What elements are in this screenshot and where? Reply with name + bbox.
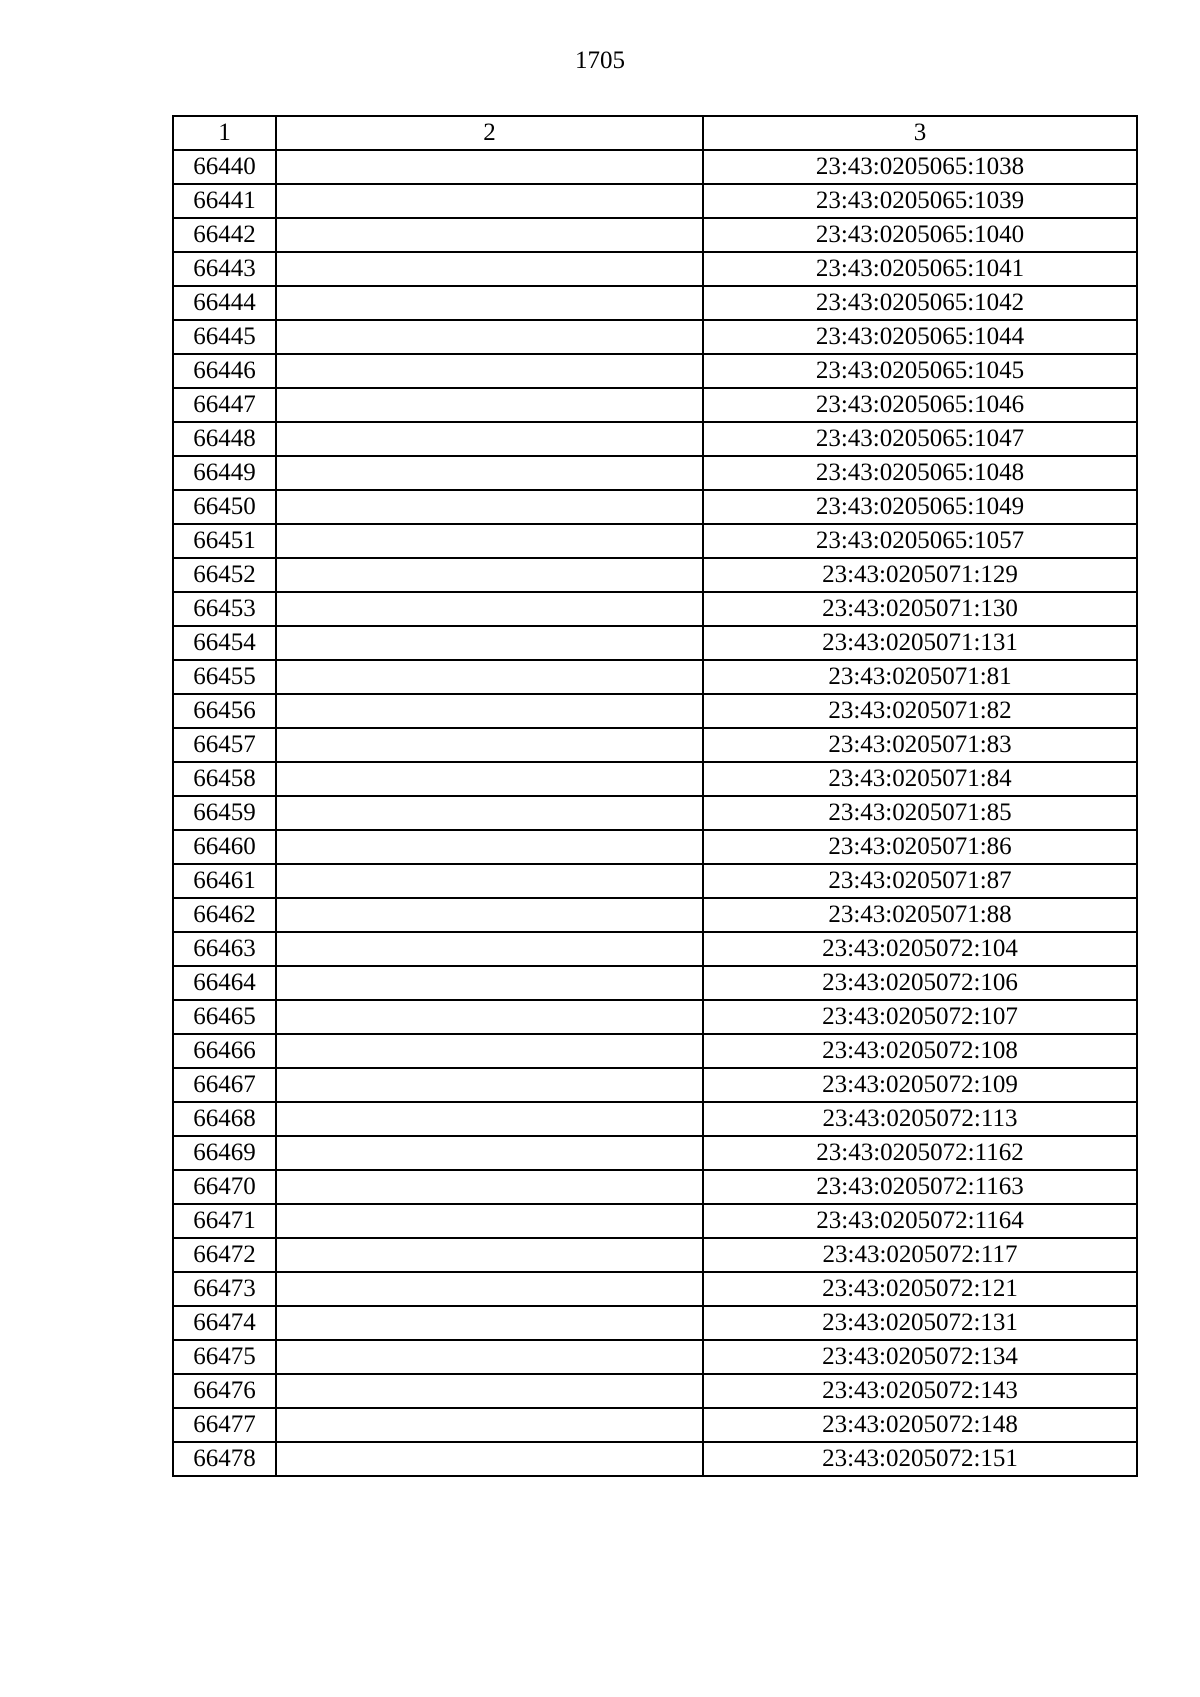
table-row	[173, 864, 1137, 898]
row-number-cell: 66458	[173, 762, 276, 796]
row-number-cell: 66468	[173, 1102, 276, 1136]
cadastral-number-cell: 23:43:0205072:117	[703, 1238, 1137, 1272]
row-name-cell	[276, 864, 703, 898]
cadastral-number-cell: 23:43:0205065:1042	[703, 286, 1137, 320]
row-name-cell	[276, 1068, 703, 1102]
row-name-cell	[276, 1034, 703, 1068]
row-name-cell	[276, 966, 703, 1000]
table-row	[173, 660, 1137, 694]
row-number-cell: 66441	[173, 184, 276, 218]
row-name-cell	[276, 422, 703, 456]
row-name-cell	[276, 558, 703, 592]
table-row	[173, 592, 1137, 626]
table-row	[173, 150, 1137, 184]
table-row	[173, 320, 1137, 354]
table-row	[173, 1068, 1137, 1102]
row-name-cell	[276, 150, 703, 184]
row-number-cell: 66469	[173, 1136, 276, 1170]
table-row	[173, 1238, 1137, 1272]
cadastral-number-cell: 23:43:0205072:104	[703, 932, 1137, 966]
header-cell-3: 3	[703, 116, 1137, 150]
cadastral-number-cell: 23:43:0205072:1163	[703, 1170, 1137, 1204]
table-row	[173, 762, 1137, 796]
cadastral-number-cell: 23:43:0205071:82	[703, 694, 1137, 728]
header-cell-1: 1	[173, 116, 276, 150]
row-number-cell: 66477	[173, 1408, 276, 1442]
table-row	[173, 388, 1137, 422]
cadastral-number-cell: 23:43:0205072:151	[703, 1442, 1137, 1476]
row-name-cell	[276, 660, 703, 694]
table-row	[173, 286, 1137, 320]
table-row	[173, 1408, 1137, 1442]
row-name-cell	[276, 932, 703, 966]
row-number-cell: 66447	[173, 388, 276, 422]
table-row	[173, 1442, 1137, 1476]
row-name-cell	[276, 1306, 703, 1340]
table-row	[173, 558, 1137, 592]
cadastral-number-cell: 23:43:0205065:1047	[703, 422, 1137, 456]
cadastral-number-cell: 23:43:0205072:106	[703, 966, 1137, 1000]
row-name-cell	[276, 762, 703, 796]
row-name-cell	[276, 626, 703, 660]
cadastral-number-cell: 23:43:0205065:1041	[703, 252, 1137, 286]
row-name-cell	[276, 796, 703, 830]
cadastral-number-cell: 23:43:0205071:88	[703, 898, 1137, 932]
row-name-cell	[276, 830, 703, 864]
table-row	[173, 524, 1137, 558]
row-name-cell	[276, 1272, 703, 1306]
row-name-cell	[276, 286, 703, 320]
row-name-cell	[276, 1442, 703, 1476]
table-row	[173, 1170, 1137, 1204]
cadastral-number-cell: 23:43:0205071:131	[703, 626, 1137, 660]
row-number-cell: 66451	[173, 524, 276, 558]
row-number-cell: 66474	[173, 1306, 276, 1340]
table-row	[173, 1340, 1137, 1374]
row-number-cell: 66460	[173, 830, 276, 864]
row-name-cell	[276, 490, 703, 524]
row-number-cell: 66467	[173, 1068, 276, 1102]
row-number-cell: 66440	[173, 150, 276, 184]
table-row	[173, 1306, 1137, 1340]
row-name-cell	[276, 1340, 703, 1374]
row-name-cell	[276, 1102, 703, 1136]
cadastral-number-cell: 23:43:0205072:148	[703, 1408, 1137, 1442]
table-row	[173, 218, 1137, 252]
header-row	[173, 116, 1137, 150]
table-row	[173, 184, 1137, 218]
cadastral-number-cell: 23:43:0205071:83	[703, 728, 1137, 762]
table-row	[173, 1102, 1137, 1136]
row-number-cell: 66454	[173, 626, 276, 660]
table-row	[173, 932, 1137, 966]
cadastral-number-cell: 23:43:0205072:134	[703, 1340, 1137, 1374]
table-row	[173, 1272, 1137, 1306]
row-number-cell: 66452	[173, 558, 276, 592]
cadastral-number-cell: 23:43:0205065:1057	[703, 524, 1137, 558]
cadastral-number-cell: 23:43:0205072:121	[703, 1272, 1137, 1306]
row-name-cell	[276, 388, 703, 422]
row-number-cell: 66448	[173, 422, 276, 456]
cadastral-number-cell: 23:43:0205071:84	[703, 762, 1137, 796]
cadastral-number-cell: 23:43:0205072:108	[703, 1034, 1137, 1068]
table-row	[173, 966, 1137, 1000]
cadastral-number-cell: 23:43:0205071:86	[703, 830, 1137, 864]
cadastral-number-cell: 23:43:0205065:1039	[703, 184, 1137, 218]
cadastral-number-cell: 23:43:0205072:143	[703, 1374, 1137, 1408]
cadastral-number-cell: 23:43:0205072:113	[703, 1102, 1137, 1136]
row-number-cell: 66459	[173, 796, 276, 830]
row-number-cell: 66472	[173, 1238, 276, 1272]
registry-table	[172, 115, 1138, 1477]
table-row	[173, 626, 1137, 660]
table-row	[173, 1204, 1137, 1238]
cadastral-number-cell: 23:43:0205071:81	[703, 660, 1137, 694]
row-number-cell: 66471	[173, 1204, 276, 1238]
row-name-cell	[276, 1238, 703, 1272]
cadastral-number-cell: 23:43:0205065:1048	[703, 456, 1137, 490]
table-row	[173, 728, 1137, 762]
table-row	[173, 456, 1137, 490]
row-name-cell	[276, 1170, 703, 1204]
row-number-cell: 66461	[173, 864, 276, 898]
row-name-cell	[276, 184, 703, 218]
cadastral-number-cell: 23:43:0205071:87	[703, 864, 1137, 898]
cadastral-number-cell: 23:43:0205065:1046	[703, 388, 1137, 422]
row-number-cell: 66449	[173, 456, 276, 490]
row-name-cell	[276, 1000, 703, 1034]
table-header	[173, 116, 1137, 150]
cadastral-number-cell: 23:43:0205065:1038	[703, 150, 1137, 184]
row-name-cell	[276, 218, 703, 252]
row-name-cell	[276, 1374, 703, 1408]
table-row	[173, 252, 1137, 286]
row-number-cell: 66470	[173, 1170, 276, 1204]
table-row	[173, 1136, 1137, 1170]
cadastral-number-cell: 23:43:0205071:130	[703, 592, 1137, 626]
row-name-cell	[276, 354, 703, 388]
row-number-cell: 66473	[173, 1272, 276, 1306]
table-row	[173, 1000, 1137, 1034]
row-number-cell: 66466	[173, 1034, 276, 1068]
row-number-cell: 66463	[173, 932, 276, 966]
cadastral-number-cell: 23:43:0205072:107	[703, 1000, 1137, 1034]
row-name-cell	[276, 1204, 703, 1238]
row-number-cell: 66476	[173, 1374, 276, 1408]
table-row	[173, 1034, 1137, 1068]
row-number-cell: 66478	[173, 1442, 276, 1476]
table-row	[173, 422, 1137, 456]
row-name-cell	[276, 898, 703, 932]
cadastral-number-cell: 23:43:0205072:131	[703, 1306, 1137, 1340]
page-number: 1705	[575, 47, 625, 74]
row-number-cell: 66456	[173, 694, 276, 728]
row-name-cell	[276, 1408, 703, 1442]
row-name-cell	[276, 592, 703, 626]
table-row	[173, 354, 1137, 388]
cadastral-number-cell: 23:43:0205072:109	[703, 1068, 1137, 1102]
table-row	[173, 694, 1137, 728]
row-name-cell	[276, 524, 703, 558]
cadastral-number-cell: 23:43:0205072:1164	[703, 1204, 1137, 1238]
cadastral-number-cell: 23:43:0205072:1162	[703, 1136, 1137, 1170]
table-row	[173, 1374, 1137, 1408]
row-name-cell	[276, 456, 703, 490]
row-number-cell: 66475	[173, 1340, 276, 1374]
row-number-cell: 66445	[173, 320, 276, 354]
row-number-cell: 66450	[173, 490, 276, 524]
cadastral-number-cell: 23:43:0205065:1045	[703, 354, 1137, 388]
cadastral-number-cell: 23:43:0205065:1044	[703, 320, 1137, 354]
cadastral-number-cell: 23:43:0205065:1040	[703, 218, 1137, 252]
row-number-cell: 66446	[173, 354, 276, 388]
cadastral-number-cell: 23:43:0205071:129	[703, 558, 1137, 592]
row-number-cell: 66455	[173, 660, 276, 694]
row-number-cell: 66453	[173, 592, 276, 626]
row-number-cell: 66444	[173, 286, 276, 320]
row-name-cell	[276, 252, 703, 286]
row-number-cell: 66457	[173, 728, 276, 762]
cadastral-number-cell: 23:43:0205065:1049	[703, 490, 1137, 524]
row-name-cell	[276, 320, 703, 354]
row-name-cell	[276, 1136, 703, 1170]
table-row	[173, 490, 1137, 524]
table-row	[173, 796, 1137, 830]
row-number-cell: 66443	[173, 252, 276, 286]
header-cell-2: 2	[276, 116, 703, 150]
cadastral-number-cell: 23:43:0205071:85	[703, 796, 1137, 830]
table-row	[173, 830, 1137, 864]
row-number-cell: 66464	[173, 966, 276, 1000]
row-name-cell	[276, 694, 703, 728]
table-row	[173, 898, 1137, 932]
row-name-cell	[276, 728, 703, 762]
table-body	[173, 150, 1137, 1476]
row-number-cell: 66442	[173, 218, 276, 252]
row-number-cell: 66465	[173, 1000, 276, 1034]
row-number-cell: 66462	[173, 898, 276, 932]
